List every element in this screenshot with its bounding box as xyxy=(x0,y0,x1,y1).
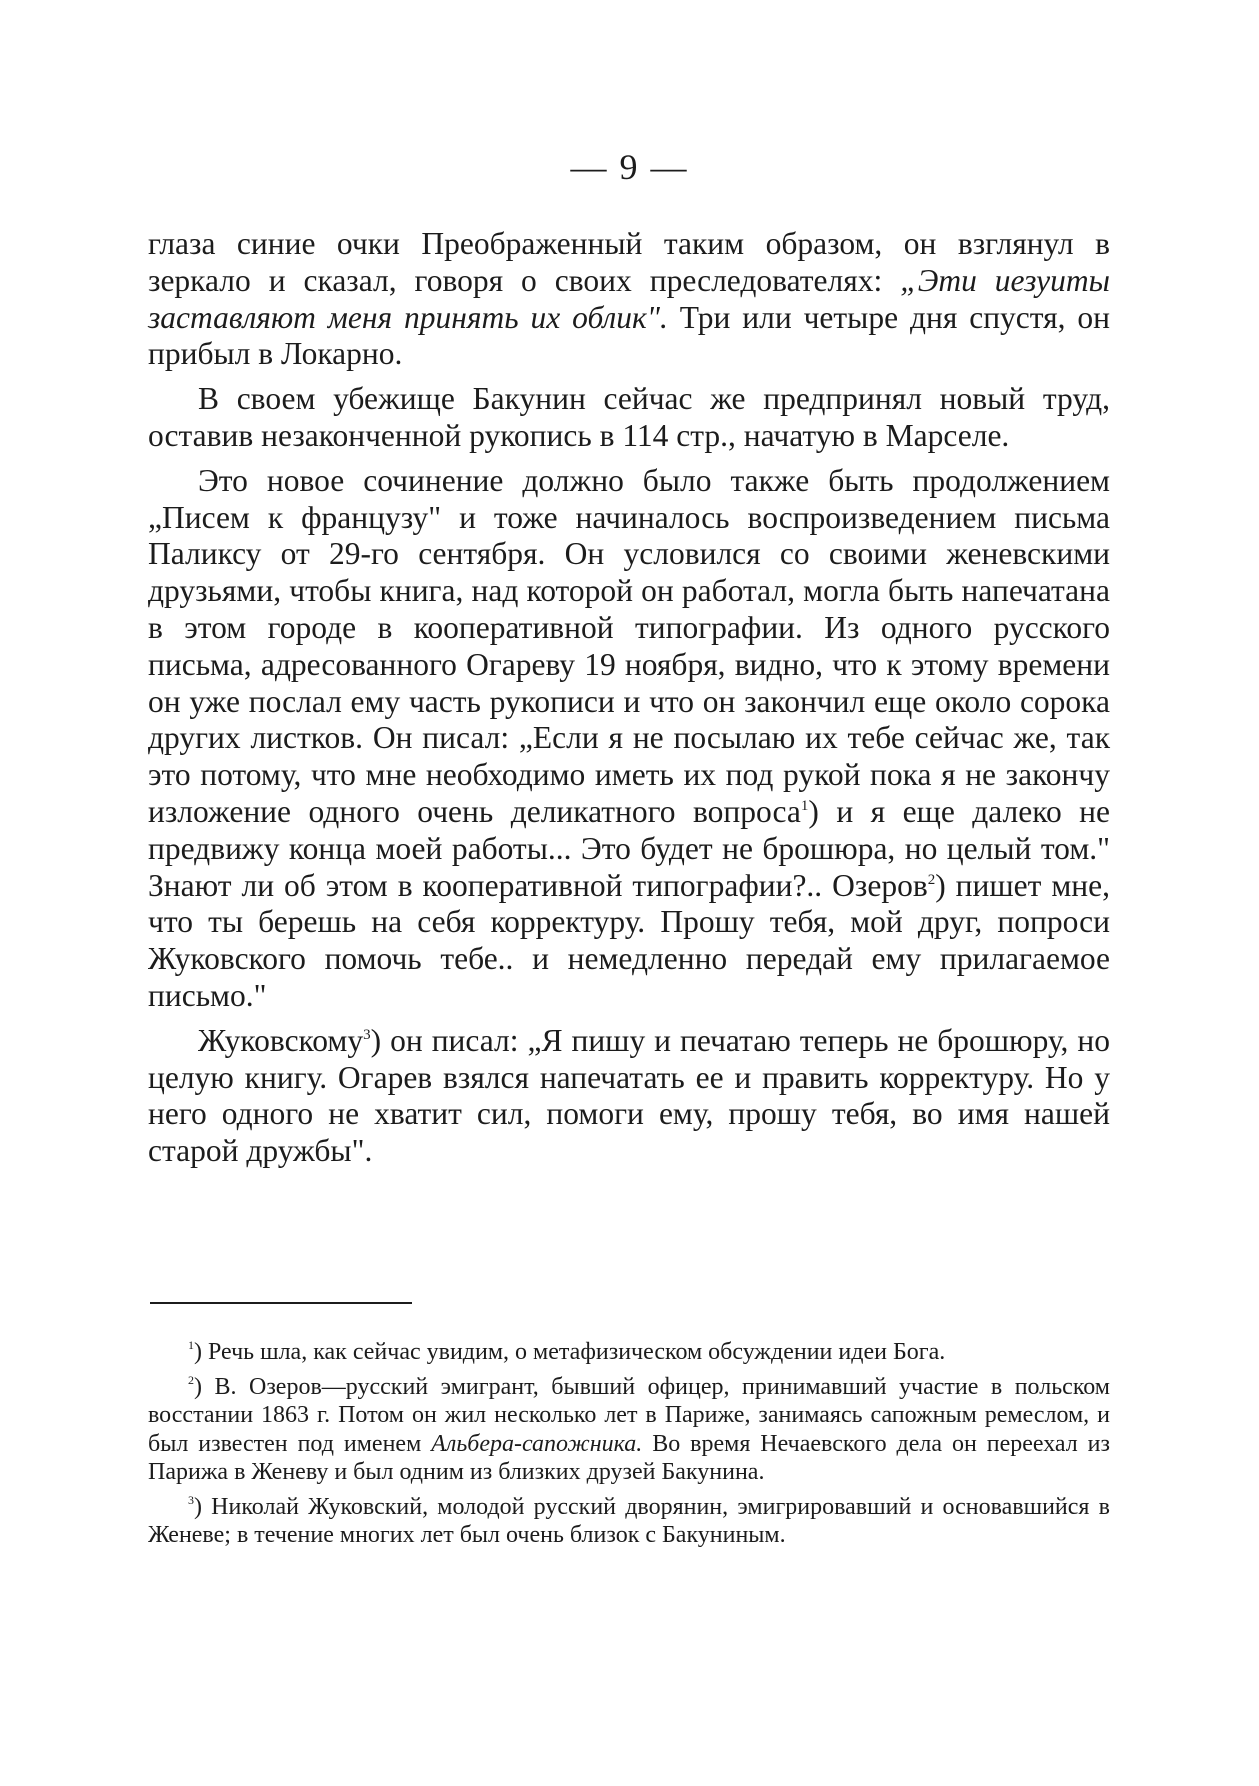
footnote-text: Во время Нечаевского дела он переехал из Парижа в Женеву и был одним из близких друзей Бакунина. xyxy=(148,1430,1110,1485)
paragraph-text: В своем убежище Бакунин сейчас же предпринял новый труд, оставив незаконченной рукопись в 114 стр., начатую в Марселе. xyxy=(148,381,1110,453)
footnote-text: ) Николай Жуковский, молодой русский дворянин, эмигрировавший и основавшийся в Женеве; в течение многих лет был очень близок с Бакуниным. xyxy=(148,1493,1110,1548)
footnote-italic: Альбера-сапожника. xyxy=(431,1430,643,1457)
footnote-ref[interactable]: 3 xyxy=(363,1026,371,1043)
footnote-separator xyxy=(150,1302,412,1304)
paragraph-text: Жуковскому xyxy=(198,1022,364,1058)
paragraph-text: глаза синие очки Преображенный таким образом, он взглянул в зеркало и сказал, говоря о своих преследователях: xyxy=(148,226,1110,298)
footnote xyxy=(148,1373,1110,1487)
paragraph xyxy=(148,463,1110,1015)
footnote-text: ) В. Озеров—русский эмигрант, бывший офицер, принимавший участие в польском восстании 1863 г. Потом он жил несколько лет в Париже, занимаясь сапожным ремеслом, и был известен под именем xyxy=(148,1373,1110,1457)
paragraph xyxy=(148,1023,1110,1170)
footnote-ref[interactable]: 1 xyxy=(800,797,809,814)
paragraph-text: ) пишет мне, что ты берешь на себя корректуру. Прошу тебя, мой друг, попроси Жуковского помочь тебе.. и немедленно передай ему прилагаемое письмо." xyxy=(148,867,1111,1013)
footnote-text: ) Речь шла, как сейчас увидим, о метафизическом обсуждении идеи Бога. xyxy=(194,1339,946,1365)
footnote-mark: 1 xyxy=(188,1338,194,1352)
footnote-mark: 2 xyxy=(188,1372,194,1387)
footnote xyxy=(148,1493,1110,1550)
footnotes xyxy=(148,1338,1110,1556)
footnote-ref[interactable]: 2 xyxy=(927,871,936,888)
paragraph-text: ) и я еще далеко не предвижу конца моей работы... Это будет не брошюра, но целый том." Знают ли об этом в кооперативной типографии?.. Озеров xyxy=(148,793,1110,903)
page-number: — 9 — xyxy=(570,147,689,187)
main-text xyxy=(148,226,1110,1178)
quote-italic: „Эти иезуиты заставляют меня принять их облик". xyxy=(148,262,1110,335)
paragraph-text: ) он писал: „Я пишу и печатаю теперь не брошюру, но целую книгу. Огарев взялся напечатать ее и править корректуру. Но у него одного не хватит сил, помоги ему, прошу тебя, во имя нашей старой дружбы". xyxy=(148,1022,1110,1169)
paragraph-text: Это новое сочинение должно было также быть продолжением „Писем к французу" и тоже начиналось воспроизведением письма Паликсу от 29-го сентября. Он условился со своими женевскими друзьями, чтобы книга, над которой он работал, могла быть напечатана в этом городе в кооперативной типографии. Из одного русского письма, адресованного Огареву 19 ноября, видно, что к этому времени он уже послал ему часть рукописи и что он закончил еще около сорока других листков. Он писал: „Если я не посылаю их тебе сейчас же, так это потому, что мне необходимо иметь их под рукой пока я не закончу изложение одного очень деликатного вопроса xyxy=(148,462,1110,829)
paragraph-text: Три или четыре дня спустя, он прибыл в Локарно. xyxy=(148,299,1110,372)
footnote xyxy=(148,1338,1110,1367)
footnote-mark: 3 xyxy=(188,1492,194,1507)
paragraph xyxy=(148,226,1110,373)
paragraph xyxy=(148,381,1110,455)
